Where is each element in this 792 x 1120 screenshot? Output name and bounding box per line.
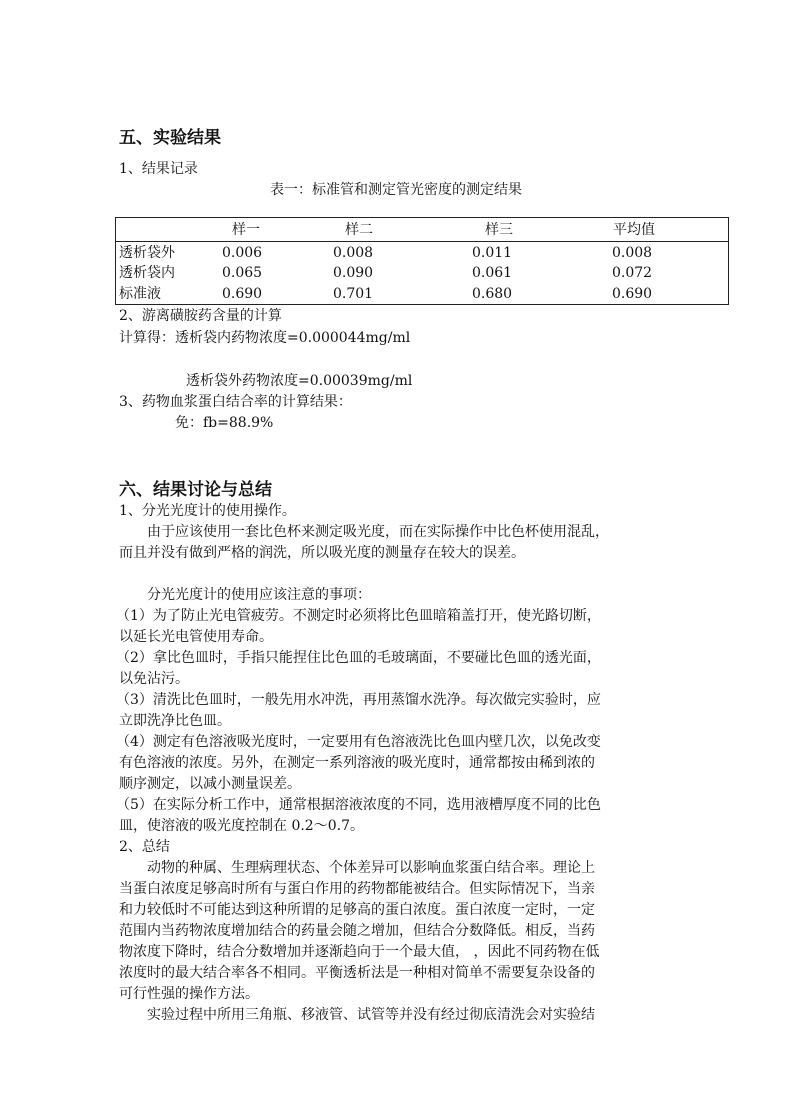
paragraph-line: 浓度时的最大结合率各不相同。平衡透析法是一种相对简单不需要复杂设备的 <box>119 965 595 981</box>
table-cell: 0.065 <box>222 265 263 281</box>
paragraph-line: 而且并没有做到严格的润洗，所以吸光度的测量存在较大的误差。 <box>119 545 525 561</box>
paragraph-line: （3）清洗比色皿时，一般先用水冲洗，再用蒸馏水洗净。每次做完实验时，应 <box>116 692 601 708</box>
calc-outside-concentration: 透析袋外药物浓度=0.00039mg/ml <box>186 373 413 389</box>
paragraph-line: 以延长光电管使用寿命。 <box>119 629 273 645</box>
paragraph-line: 顺序测定，以减小测量误差。 <box>119 776 301 792</box>
item-binding-rate: 3、药物血浆蛋白结合率的计算结果： <box>119 394 352 410</box>
paragraph-line: 由于应该使用一套比色杯来测定吸光度，而在实际操作中比色杯使用混乱， <box>147 524 609 540</box>
table-cell: 0.008 <box>333 245 374 261</box>
calc-inside-concentration: 计算得：透析袋内药物浓度=0.000044mg/ml <box>119 330 411 346</box>
item-free-drug-calc: 2、游离磺胺药含量的计算 <box>119 308 282 324</box>
paragraph-line: （5）在实际分析工作中，通常根据溶液浓度的不同，选用液槽厚度不同的比色 <box>116 797 601 813</box>
table-cell: 0.061 <box>472 265 513 281</box>
table-cell: 0.701 <box>333 286 374 302</box>
item-result-record: 1、结果记录 <box>119 161 198 177</box>
paragraph-line: 1、分光光度计的使用操作。 <box>119 503 296 519</box>
paragraph-line: （1）为了防止光电管疲劳。不测定时必须将比色皿暗箱盖打开，使光路切断， <box>116 608 601 624</box>
binding-rate-result: 免：fb=88.9% <box>175 415 274 431</box>
table-row-label: 透析袋外 <box>119 245 175 261</box>
paragraph-line: 分光光度计的使用应该注意的事项： <box>147 587 371 603</box>
table-cell: 0.690 <box>612 286 653 302</box>
paragraph-line: 皿，使溶液的吸光度控制在 0.2～0.7。 <box>119 818 364 834</box>
paragraph-line: 范围内当药物浓度增加结合的药量会随之增加，但结合分数降低。相反，当药 <box>119 923 595 939</box>
paragraph-line: （4）测定有色溶液吸光度时，一定要用有色溶液洗比色皿内壁几次，以免改变 <box>116 734 601 750</box>
table-caption: 表一：标准管和测定管光密度的测定结果 <box>270 182 522 198</box>
paragraph-line: 2、总结 <box>119 839 170 855</box>
table-cell: 0.072 <box>612 265 653 281</box>
table-row-label: 透析袋内 <box>119 265 175 281</box>
paragraph-line: 实验过程中所用三角瓶、移液管、试管等并没有经过彻底清洗会对实验结 <box>147 1007 595 1023</box>
paragraph-line: 动物的种属、生理病理状态、个体差异可以影响血浆蛋白结合率。理论上 <box>147 860 595 876</box>
table-cell: 0.008 <box>612 245 653 261</box>
table-header-cell: 样一 <box>232 222 260 238</box>
paragraph-line: 和力较低时不可能达到这种所谓的足够高的蛋白浓度。蛋白浓度一定时，一定 <box>119 902 595 918</box>
table-cell: 0.090 <box>333 265 374 281</box>
table-cell: 0.011 <box>472 245 513 261</box>
paragraph-line: 以免沾污。 <box>119 671 189 687</box>
paragraph-line: 当蛋白浓度足够高时所有与蛋白作用的药物都能被结合。但实际情况下，当亲 <box>119 881 595 897</box>
table-cell: 0.006 <box>222 245 263 261</box>
paragraph-line: 物浓度下降时，结合分数增加并逐渐趋向于一个最大值， ，因此不同药物在低 <box>119 944 600 960</box>
table-header-cell: 平均值 <box>613 222 655 238</box>
table-row-label: 标准液 <box>119 286 161 302</box>
section-heading-results: 五、实验结果 <box>119 128 221 148</box>
paragraph-line: （2）拿比色皿时，手指只能捏住比色皿的毛玻璃面，不要碰比色皿的透光面， <box>116 650 601 666</box>
table-cell: 0.680 <box>472 286 513 302</box>
paragraph-line: 立即洗净比色皿。 <box>119 713 231 729</box>
table-header-rule <box>116 241 728 242</box>
paragraph-line: 可行性强的操作方法。 <box>119 986 259 1002</box>
section-heading-discussion: 六、结果讨论与总结 <box>119 480 272 500</box>
paragraph-line: 有色溶液的浓度。另外，在测定一系列溶液的吸光度时，通常都按由稀到浓的 <box>119 755 595 771</box>
table-header-cell: 样三 <box>485 222 513 238</box>
table-header-cell: 样二 <box>345 222 373 238</box>
table-cell: 0.690 <box>222 286 263 302</box>
